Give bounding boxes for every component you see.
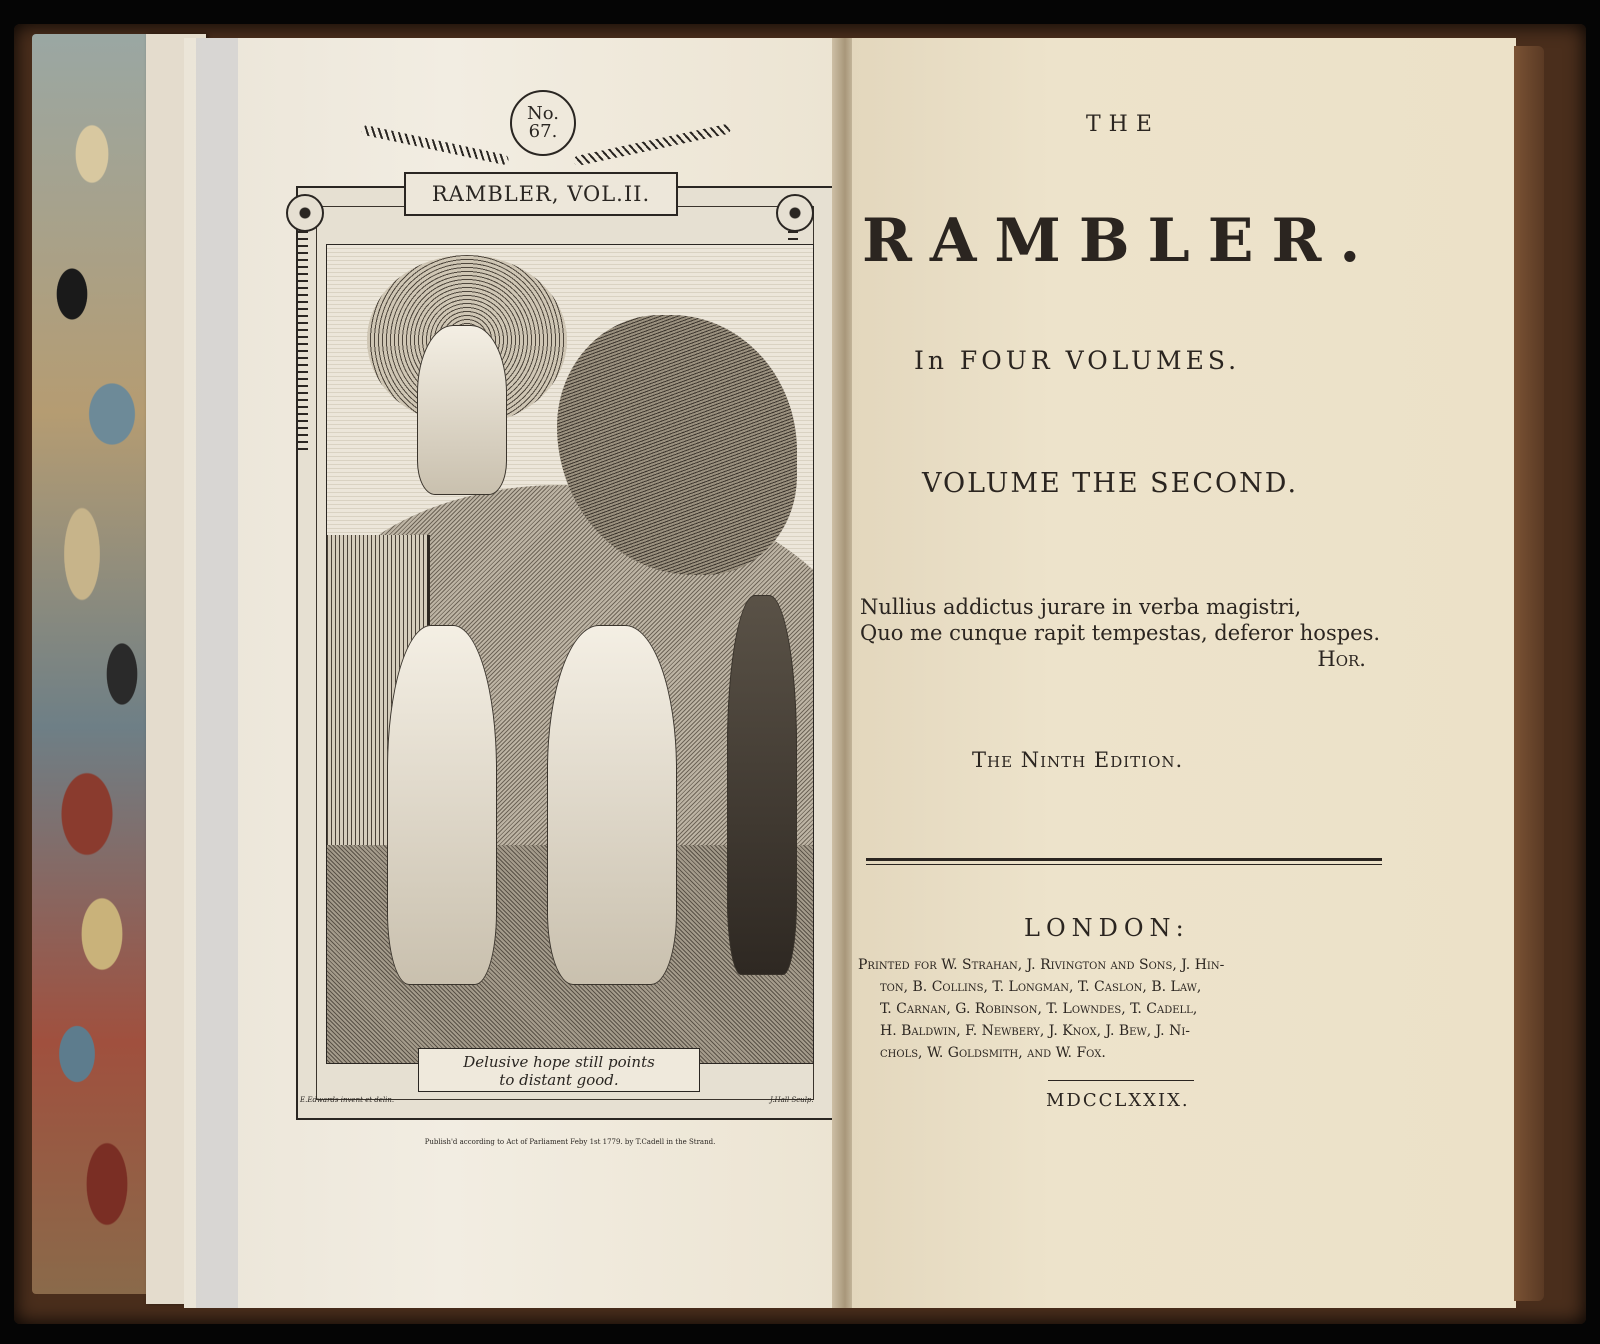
double-rule-thin [866,864,1382,865]
number-label: No. [527,103,559,124]
edition: The Ninth Edition. [972,748,1184,772]
title-article: THE [1086,112,1160,137]
page-edges [1514,46,1544,1301]
motto-line-2: to distant good. [499,1071,619,1089]
engraving-scene [326,244,814,1064]
printers-line-3: T. Carnan, G. Robinson, T. Lowndes, T. Cadell, [880,1001,1198,1017]
standing-figure-left [387,625,497,985]
year-rule [1048,1080,1194,1081]
rosette-left [286,194,324,232]
marbled-endpaper [32,34,152,1294]
epigraph-line-1: Nullius addictus jurare in verba magistri, [860,595,1302,619]
printers-list [858,954,1378,1064]
motto-plate [418,1048,700,1092]
dark-figure-right [727,595,797,975]
epigraph-line-2: Quo me cunque rapit tempestas, deferor hospes. [860,621,1381,645]
printers-line-2: ton, B. Collins, T. Longman, T. Caslon, B. Law, [880,979,1202,995]
rosette-right [776,194,814,232]
volume-number: VOLUME THE SECOND. [922,468,1299,499]
motto-line-1: Delusive hope still points [463,1053,655,1071]
imprint-city: LONDON: [1024,914,1190,942]
seated-figure [417,325,507,495]
hinge-tape [196,38,238,1308]
printers-line-4: H. Baldwin, F. Newbery, J. Knox, J. Bew, J. Ni- [880,1023,1191,1039]
printers-line-5: chols, W. Goldsmith, and W. Fox. [880,1045,1106,1061]
double-rule-thick [866,858,1382,861]
volume-count: In FOUR VOLUMES. [914,346,1241,375]
number-medallion [510,90,576,156]
number-value: 67. [528,121,558,142]
dancing-figure [547,625,677,985]
designer-credit: E.Edwards invent et delin. [300,1096,395,1104]
engraver-credit: J.Hall Sculp. [770,1096,814,1104]
epigraph [860,594,1380,672]
epigraph-source: Hor. [1317,647,1366,671]
publication-line: Publish'd according to Act of Parliament Feby 1st 1779. by T.Cadell in the Strand. [424,1138,716,1146]
book-title: RAMBLER. [862,206,1379,276]
garland-left [298,230,308,450]
volume-title-plate: RAMBLER, VOL.II. [404,172,678,216]
publication-year: MDCCLXXIX. [1046,1090,1190,1111]
printers-line-1: Printed for W. Strahan, J. Rivington and Sons, J. Hin- [858,957,1225,973]
